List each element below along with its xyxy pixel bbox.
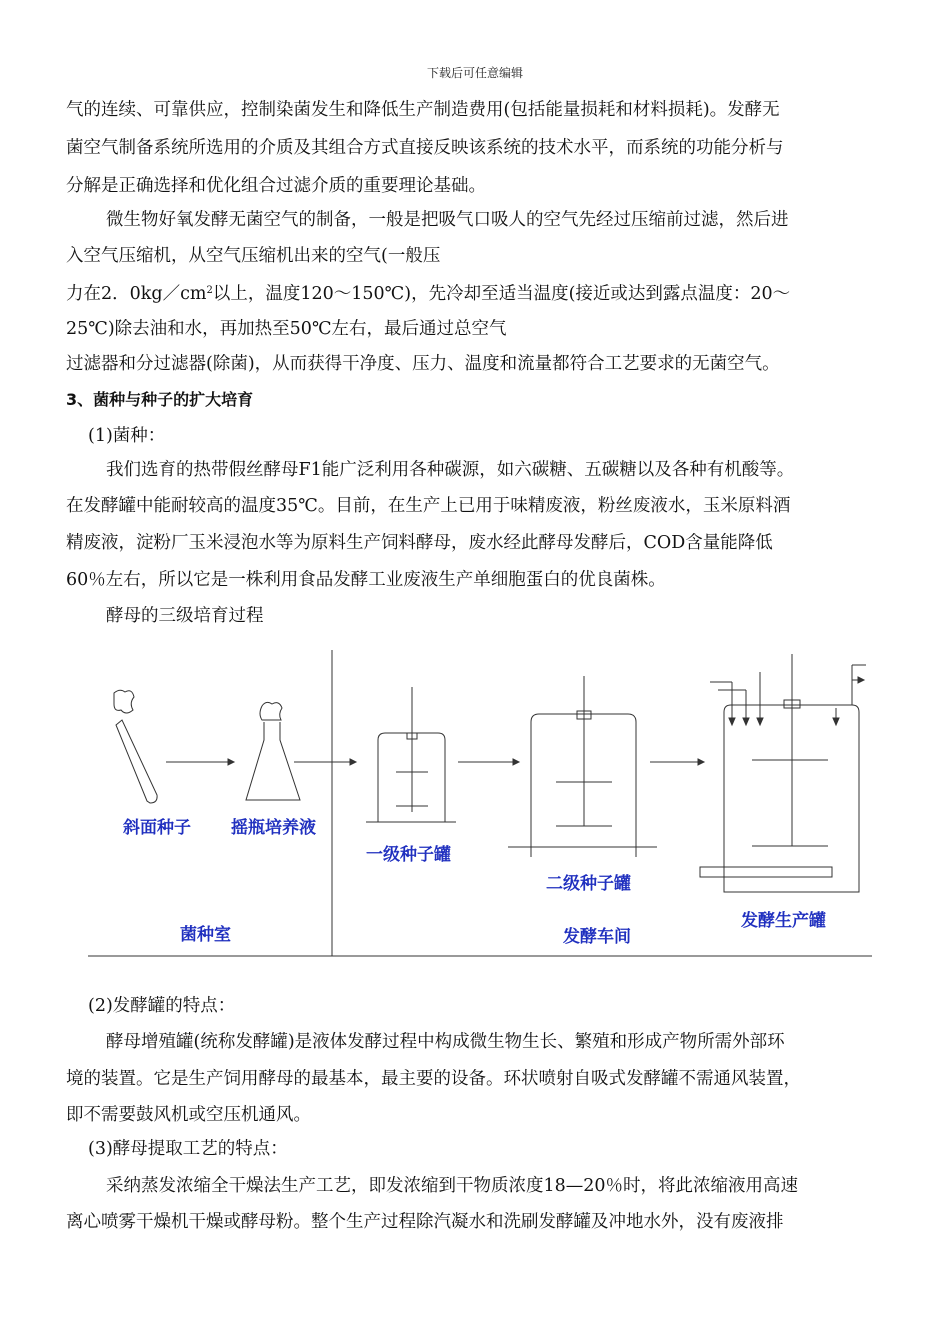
first-seed-tank-icon: [366, 687, 456, 822]
subheading-extraction: (3)酵母提取工艺的特点：: [88, 1139, 288, 1159]
label-first-seed-tank: 一级种子罐: [366, 845, 451, 865]
second-seed-tank-icon: [508, 676, 657, 857]
para5-line1: 采纳蒸发浓缩全干燥法生产工艺，即发浓缩到干物质浓度18—20％时，将此浓缩液用高速: [106, 1176, 799, 1196]
label-shake-flask: 摇瓶培养液: [231, 818, 316, 838]
para5-line2: 离心喷雾干燥机干燥或酵母粉。整个生产过程除汽凝水和洗刷发酵罐及冲地水外，没有废液排: [66, 1212, 784, 1232]
shake-flask-icon: [246, 702, 300, 800]
para1-line3: 分解是正确选择和优化组合过滤介质的重要理论基础。: [66, 176, 486, 196]
label-production-tank: 发酵生产罐: [741, 911, 826, 931]
label-fermentation-workshop: 发酵车间: [563, 927, 631, 947]
label-second-seed-tank: 二级种子罐: [546, 874, 631, 894]
para4-line2: 境的装置。它是生产饲用酵母的最基本，最主要的设备。环状喷射自吸式发酵罐不需通风装置，: [66, 1069, 801, 1089]
para2-line5: 过滤器和分过滤器(除菌)，从而获得干净度、压力、温度和流量都符合工艺要求的无菌空气。: [66, 354, 780, 374]
para1-line2: 菌空气制备系统所选用的介质及其组合方式直接反映该系统的技术水平，而系统的功能分析与: [66, 138, 784, 158]
yeast-cultivation-diagram: [0, 640, 950, 970]
section-heading: 3、菌种与种子的扩大培育: [66, 390, 254, 409]
para3-line3: 精废液，淀粉厂玉米浸泡水等为原料生产饲料酵母，废水经此酵母发酵后，COD含量能降低: [66, 533, 773, 553]
para4-line1: 酵母增殖罐(统称发酵罐)是液体发酵过程中构成微生物生长、繁殖和形成产物所需外部环: [106, 1032, 785, 1052]
page-header: 下载后可任意编辑: [426, 66, 523, 80]
slant-tube-icon: [114, 690, 157, 803]
production-tank-icon: [700, 654, 866, 892]
subheading-strain: (1)菌种：: [88, 426, 166, 446]
para1-line1: 气的连续、可靠供应，控制染菌发生和降低生产制造费用(包括能量损耗和材料损耗)。发酵无: [66, 100, 780, 120]
para2-line3: 力在2．$0kg/cm^2$以上，温度120～150℃)，先冷却至适当温度(接近或达到露点温度：20～: [66, 284, 791, 304]
label-strain-room: 菌种室: [180, 925, 231, 945]
label-slant-seed: 斜面种子: [123, 818, 191, 838]
para4-line3: 即不需要鼓风机或空压机通风。: [66, 1105, 311, 1125]
para3-line2: 在发酵罐中能耐较高的温度35℃。目前，在生产上已用于味精废液，粉丝废液水，玉米原料酒: [66, 496, 791, 516]
para2-line4: 25℃)除去油和水，再加热至50℃左右，最后通过总空气: [66, 319, 507, 339]
para3-line1: 我们选育的热带假丝酵母F1能广泛利用各种碳源，如六碳糖、五碳糖以及各种有机酸等。: [106, 460, 795, 480]
diagram-caption: 酵母的三级培育过程: [106, 606, 264, 626]
para2-line2: 入空气压缩机，从空气压缩机出来的空气(一般压: [66, 246, 441, 266]
subheading-fermenter: (2)发酵罐的特点：: [88, 996, 236, 1016]
para2-line1: 微生物好氧发酵无菌空气的制备，一般是把吸气口吸人的空气先经过压缩前过滤，然后进: [106, 210, 789, 230]
para3-line4: 60％左右，所以它是一株利用食品发酵工业废液生产单细胞蛋白的优良菌株。: [66, 570, 666, 590]
